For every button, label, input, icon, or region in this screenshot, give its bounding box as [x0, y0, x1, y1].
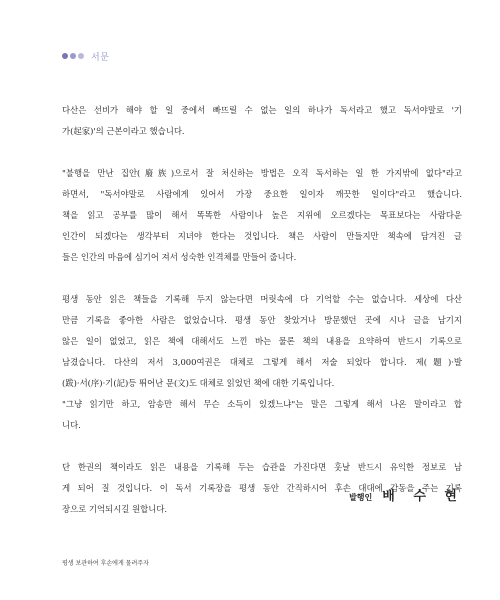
paragraph-2	[62, 163, 462, 268]
section-title: 서문	[91, 52, 110, 63]
paragraph-line: 니다.	[62, 420, 81, 430]
paragraph-line: 인간이 되겠다는 생각부터 지녀야 한다는 것입니다. 책은 사람이 만들지만 책속에 담겨진 글	[62, 231, 462, 241]
paragraph-line: "불행을 만난 집안(廢族)으로서 잘 처신하는 방법은 오직 독서하는 일 한 가지밖에 없다"라고	[62, 168, 462, 178]
paragraph-line: 들은 인간의 마음에 심기어 져서 성숙한 인격체를 만들어 줍니다.	[62, 252, 297, 262]
footer-note: 평생 보관하여 후손에게 물려주자	[62, 560, 149, 567]
paragraph-line: 남겼습니다. 다산의 저서 3,000여권은 대체로 그렇게 해서 저술 되었다 합니다. 제(題)·발	[62, 357, 462, 367]
paragraph-line: 다산은 선비가 해야 할 일 중에서 빠뜨릴 수 없는 일의 하나가 독서라고 했고 독서야말로 '기	[62, 105, 462, 115]
paragraph-line: 단 한권의 책이라도 읽은 내용을 기록해 두는 습관을 가진다면 훗날 반드시 유익한 정보로 남	[62, 462, 462, 472]
paragraph-line: 책을 읽고 공부를 많이 해서 똑똑한 사람이나 높은 지위에 오르겠다는 목표보다는 사람다운	[62, 210, 462, 220]
paragraph-3	[62, 289, 462, 436]
paragraph-line: 만큼 기록을 좋아한 사람은 없었습니다. 평생 동안 찾았거나 방문했던 곳에 시나 글을 남기지	[62, 315, 462, 325]
dot-2	[70, 53, 76, 59]
dot-1	[62, 53, 68, 59]
paragraph-line: 평생 동안 읽은 책들을 기록해 두지 않는다면 머릿속에 다 기억할 수는 없습니다. 세상에 다산	[62, 294, 462, 304]
paragraph-line: 게 되어 질 것입니다. 이 독서 기록장을 평생 동안 간직하시어 후손 대대에 감동을 주는 기록	[62, 483, 462, 493]
publisher-signature	[349, 485, 464, 504]
publisher-name: 배 수 현	[382, 489, 464, 504]
section-header	[62, 48, 109, 64]
paragraph-line: 가(起家)'의 근본이라고 했습니다.	[62, 126, 185, 136]
three-dots-icon	[62, 53, 86, 59]
body-text	[62, 100, 462, 541]
paragraph-line: "그냥 읽기만 하고, 암송만 해서 무슨 소득이 있겠느냐"는 말은 그렇게 해서 나온 말이라고 합	[62, 399, 462, 409]
dot-3	[78, 53, 84, 59]
paragraph-line: 장으로 기억되시길 원합니다.	[62, 504, 168, 514]
paragraph-line: (跋)·서(序)·기(記)등 뛰어난 문(文)도 대체로 읽었던 책에 대한 기록입니다.	[62, 378, 335, 388]
paragraph-1	[62, 100, 462, 142]
paragraph-line: 하면서, "독서야말로 사람에게 있어서 가장 중요한 일이자 깨끗한 일이다"라고 했습니다.	[62, 189, 462, 199]
paragraph-line: 않은 일이 없었고, 읽은 책에 대해서도 느낀 바는 물론 책의 내용을 요약하여 반드시 기록으로	[62, 336, 462, 346]
publisher-label: 발행인	[349, 493, 373, 502]
